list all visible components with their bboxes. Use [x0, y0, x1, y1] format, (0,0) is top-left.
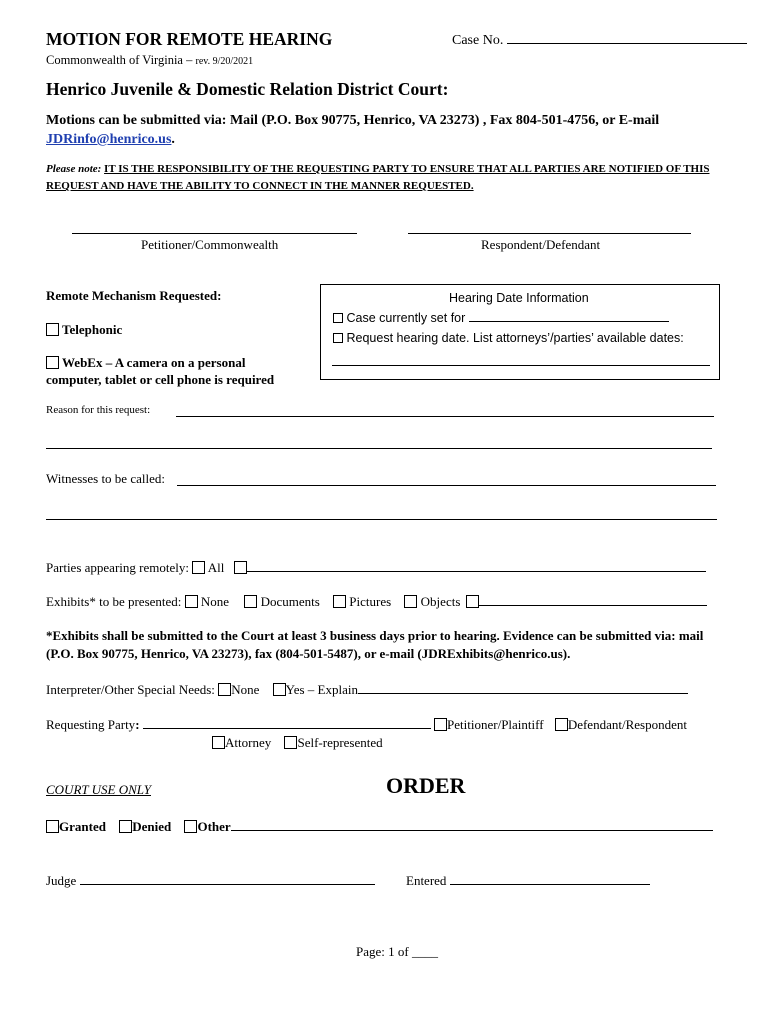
petitioner-label: Petitioner/Commonwealth [141, 237, 279, 252]
exhibits-other-line[interactable] [479, 604, 707, 606]
judge-label: Judge [46, 873, 77, 888]
request-date-label: Request hearing date. List attorneys’/parties’ available dates: [346, 331, 684, 345]
exhibits-note-2: (P.O. Box 90775, Henrico, VA 23273), fax (804-501-5487), or e-mail (JDRExhibits@henrico.us). [46, 646, 571, 661]
reason-label: Reason for this request: [46, 404, 151, 416]
order-other-label: Other [197, 819, 231, 834]
request-date-checkbox[interactable] [333, 333, 343, 343]
other-parties-checkbox[interactable] [234, 561, 247, 574]
attorney-checkbox[interactable] [212, 736, 225, 749]
available-dates-line[interactable] [332, 365, 710, 366]
case-no-field[interactable] [452, 33, 747, 49]
interpreter-row [46, 682, 688, 698]
witnesses-line-1[interactable] [177, 485, 716, 486]
note-label: Please note: [46, 163, 102, 175]
note-line-1 [46, 163, 709, 175]
self-represented-label: Self-represented [297, 735, 383, 750]
petitioner-line[interactable] [72, 233, 357, 234]
requesting-party-line[interactable] [143, 727, 431, 729]
commonwealth-label: Commonwealth of Virginia – [46, 53, 193, 67]
reason-line-2[interactable] [46, 448, 712, 449]
other-parties-line[interactable] [247, 570, 706, 572]
granted-checkbox[interactable] [46, 820, 59, 833]
hearing-box-title: Hearing Date Information [449, 291, 589, 305]
objects-checkbox[interactable] [404, 595, 417, 608]
defendant-respondent-checkbox[interactable] [555, 718, 568, 731]
pictures-label: Pictures [349, 594, 392, 609]
exhibits-label: Exhibits* to be presented: [46, 594, 182, 609]
webex-option[interactable] [46, 355, 245, 371]
webex-checkbox[interactable] [46, 356, 59, 369]
webex-label-1: WebEx – A camera on a personal [62, 355, 246, 370]
judge-row [46, 873, 375, 889]
interpreter-explain-line[interactable] [358, 692, 688, 694]
interpreter-yes-label: Yes – Explain [285, 682, 358, 697]
request-date-option[interactable] [333, 331, 684, 345]
case-set-line[interactable] [469, 320, 669, 322]
email-link[interactable]: JDRinfo@henrico.us [46, 132, 172, 147]
exhibits-none-label: None [200, 594, 230, 609]
defendant-respondent-label: Defendant/Respondent [567, 717, 687, 732]
submission-email-line [46, 132, 175, 148]
order-other-line[interactable] [231, 829, 713, 831]
petitioner-plaintiff-checkbox[interactable] [434, 718, 447, 731]
witnesses-line-2[interactable] [46, 519, 717, 520]
exhibits-note-1: *Exhibits shall be submitted to the Court at least 3 business days prior to hearing. Evidence can be submitted via: mail [46, 628, 704, 643]
all-checkbox[interactable] [192, 561, 205, 574]
requesting-colon: : [135, 717, 140, 732]
witnesses-label: Witnesses to be called: [46, 471, 165, 486]
reason-line-1[interactable] [176, 416, 714, 417]
representation-row [212, 735, 383, 751]
period: . [171, 132, 175, 147]
judge-signature-line[interactable] [80, 883, 375, 885]
documents-checkbox[interactable] [244, 595, 257, 608]
exhibits-other-checkbox[interactable] [466, 595, 479, 608]
respondent-label: Respondent/Defendant [481, 237, 601, 252]
case-set-option[interactable] [333, 311, 669, 325]
entered-row [406, 873, 650, 889]
interpreter-none-checkbox[interactable] [218, 683, 231, 696]
form-title: MOTION FOR REMOTE HEARING [46, 29, 333, 49]
entered-date-line[interactable] [450, 883, 650, 885]
interpreter-label: Interpreter/Other Special Needs: [46, 682, 215, 697]
court-name: Henrico Juvenile & Domestic Relation District Court: [46, 79, 449, 99]
self-represented-checkbox[interactable] [284, 736, 297, 749]
case-set-label: Case currently set for [346, 311, 466, 325]
parties-remote-row [46, 560, 706, 576]
court-use-only: COURT USE ONLY [46, 782, 151, 797]
petitioner-plaintiff-label: Petitioner/Plaintiff [447, 717, 544, 732]
parties-remote-label: Parties appearing remotely: [46, 560, 189, 575]
exhibits-none-checkbox[interactable] [185, 595, 198, 608]
commonwealth-line [46, 53, 253, 68]
webex-label-2: computer, tablet or cell phone is required [46, 372, 275, 387]
all-label: All [207, 560, 225, 575]
note-line-2: REQUEST AND HAVE THE ABILITY TO CONNECT IN THE MANNER REQUESTED. [46, 180, 474, 192]
interpreter-yes-checkbox[interactable] [273, 683, 286, 696]
exhibits-row [46, 594, 707, 610]
telephonic-checkbox[interactable] [46, 323, 59, 336]
note-text-1: IT IS THE RESPONSIBILITY OF THE REQUESTING PARTY TO ENSURE THAT ALL PARTIES ARE NOTIFIED OF THIS [104, 163, 710, 175]
interpreter-none-label: None [231, 682, 260, 697]
case-no-line [507, 42, 747, 44]
requesting-row [46, 717, 687, 733]
revision-date: rev. 9/20/2021 [195, 56, 254, 67]
telephonic-label: Telephonic [62, 322, 123, 337]
order-other-checkbox[interactable] [184, 820, 197, 833]
respondent-line[interactable] [408, 233, 691, 234]
attorney-label: Attorney [225, 735, 272, 750]
pictures-checkbox[interactable] [333, 595, 346, 608]
case-set-checkbox[interactable] [333, 313, 343, 323]
requesting-label: Requesting Party [46, 717, 136, 732]
case-no-label: Case No. [452, 33, 504, 48]
telephonic-option[interactable] [46, 322, 122, 338]
mechanism-label: Remote Mechanism Requested: [46, 288, 222, 303]
order-title: ORDER [386, 773, 466, 798]
granted-label: Granted [59, 819, 106, 834]
page-number: Page: 1 of ____ [356, 944, 438, 959]
denied-checkbox[interactable] [119, 820, 132, 833]
objects-label: Objects [420, 594, 461, 609]
order-options-row [46, 819, 713, 835]
documents-label: Documents [260, 594, 320, 609]
submission-text: Motions can be submitted via: Mail (P.O. Box 90775, Henrico, VA 23273) , Fax 804-501-4756, or E-mail [46, 113, 660, 128]
hearing-date-box [320, 284, 720, 380]
denied-label: Denied [132, 819, 172, 834]
entered-label: Entered [406, 873, 447, 888]
